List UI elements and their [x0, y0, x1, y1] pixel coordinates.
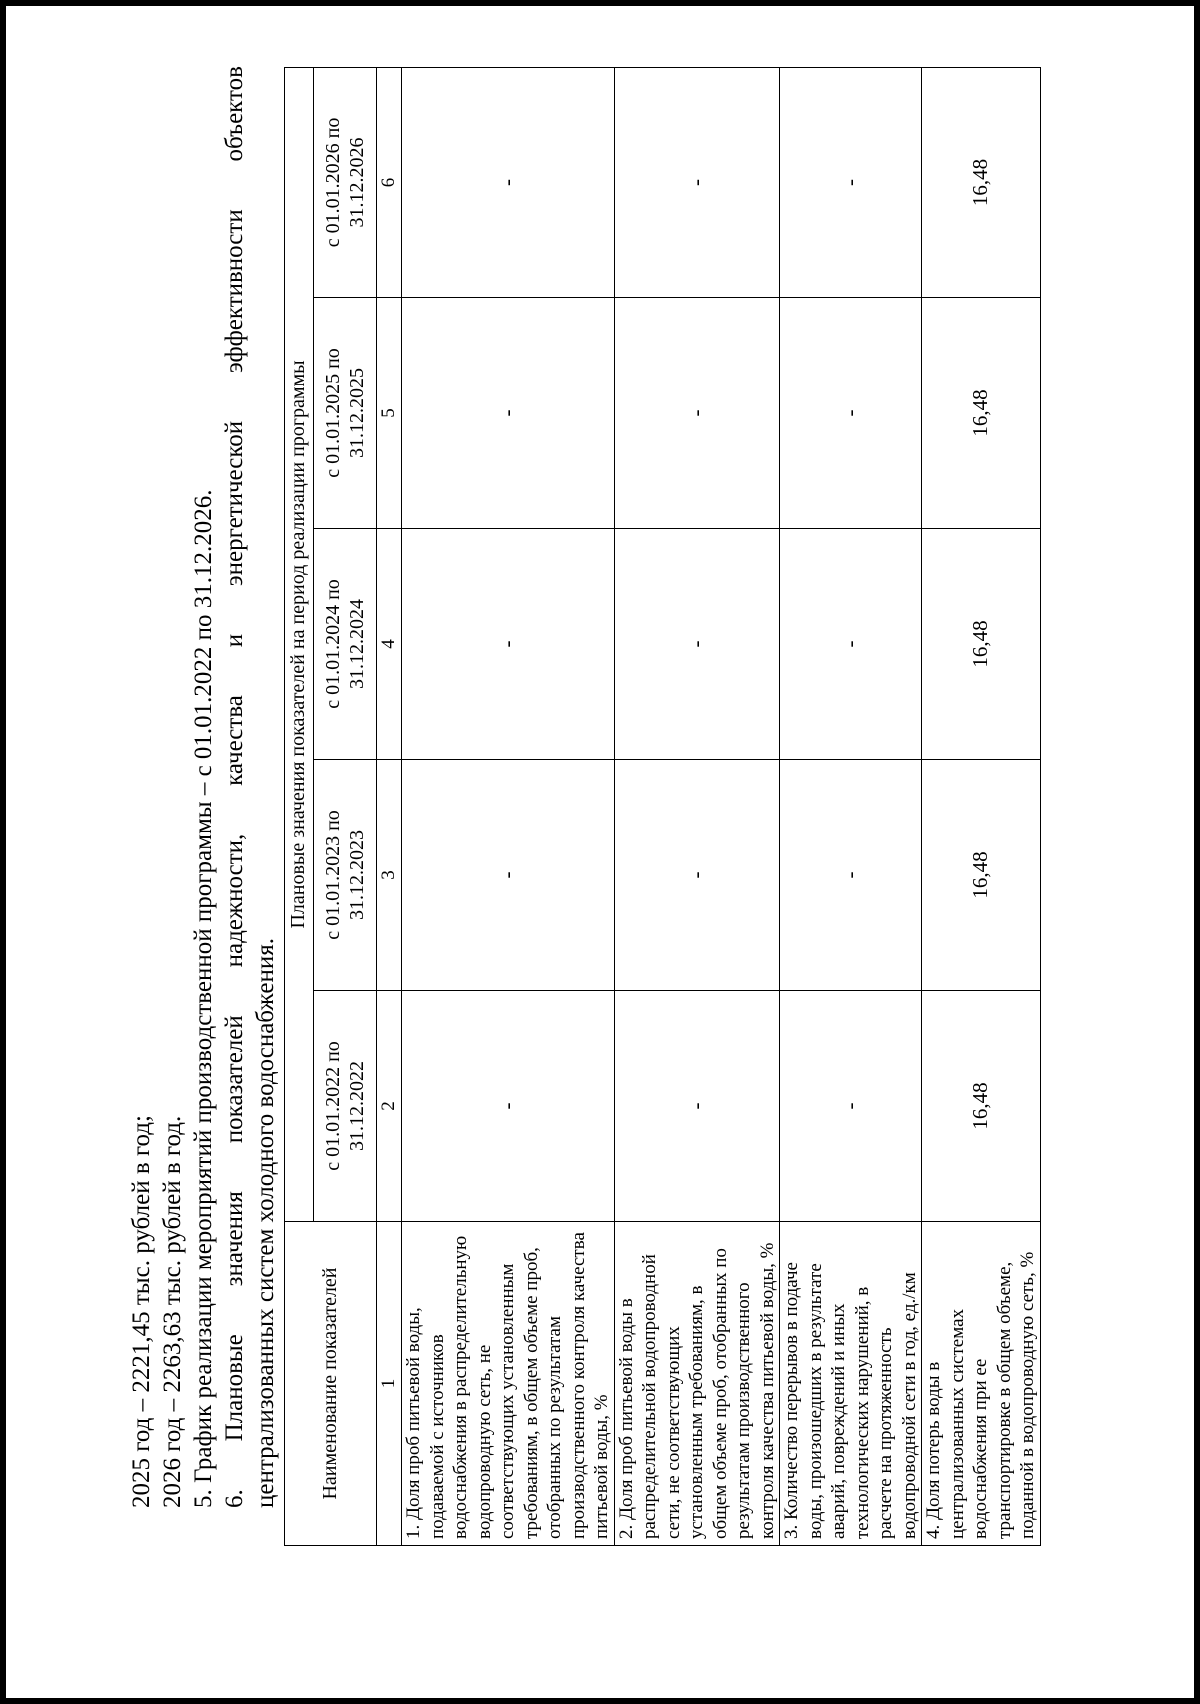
heading-word: значения: [221, 1191, 248, 1287]
heading-word: качества: [221, 695, 248, 786]
column-number-row: [377, 67, 402, 1545]
heading-word: эффективности: [221, 209, 248, 374]
text-line-2025: 2025 год – 2221,45 тыс. рублей в год;: [128, 1115, 155, 1508]
header-indicator-name: Наименование показателей: [285, 1222, 377, 1546]
text-line-2026: 2026 год – 2263,63 тыс. рублей в год.: [159, 1115, 186, 1508]
indicator-value: -: [402, 298, 615, 529]
rotated-content: [126, 66, 1166, 1546]
indicator-value: -: [780, 760, 922, 991]
text-line-indicators-heading: [219, 66, 250, 1508]
indicator-value: 16,48: [922, 67, 1041, 297]
heading-word: показателей: [221, 1015, 248, 1144]
heading-word: надежности,: [221, 833, 248, 968]
table-row: [780, 67, 922, 1545]
header-period-2026: с 01.01.2026 по 31.12.2026: [314, 67, 377, 297]
text-block: [126, 66, 281, 1508]
heading-word: 6.: [221, 1489, 248, 1508]
indicator-value: 16,48: [922, 760, 1041, 991]
indicator-value: 16,48: [922, 529, 1041, 760]
header-period-2023: с 01.01.2023 по 31.12.2023: [314, 760, 377, 991]
indicator-value: -: [402, 991, 615, 1222]
heading-word: объектов: [221, 66, 248, 162]
indicators-table: [284, 67, 1041, 1546]
table-row: [922, 67, 1041, 1545]
heading-word: и: [221, 633, 248, 648]
indicator-value: -: [402, 529, 615, 760]
column-number: 6: [377, 67, 402, 297]
indicator-name: 4. Доля потерь воды в централизованных системах водоснабжения при ее транспортировке в общем объеме, поданной в водопроводную сеть, %: [922, 1222, 1041, 1546]
indicator-value: -: [614, 529, 780, 760]
text-line-schedule: 5. График реализации мероприятий производственной программы – с 01.01.2022 по 31.12.2026.: [190, 489, 217, 1508]
text-line-indicators-heading-cont: централизованных систем холодного водоснабжения.: [252, 938, 279, 1508]
table-row: [402, 67, 615, 1545]
header-period-2024: с 01.01.2024 по 31.12.2024: [314, 529, 377, 760]
indicator-value: -: [614, 991, 780, 1222]
column-number: 3: [377, 760, 402, 991]
indicator-value: -: [780, 298, 922, 529]
header-period-2022: с 01.01.2022 по 31.12.2022: [314, 991, 377, 1222]
document-page: [6, 6, 1194, 1698]
indicator-value: 16,48: [922, 991, 1041, 1222]
indicator-value: -: [780, 991, 922, 1222]
column-number: 4: [377, 529, 402, 760]
indicator-value: -: [402, 760, 615, 991]
heading-word: Плановые: [221, 1334, 248, 1442]
header-planned-values: Плановые значения показателей на период реализации программы: [285, 67, 314, 1221]
header-period-2025: с 01.01.2025 по 31.12.2025: [314, 298, 377, 529]
indicator-name: 1. Доля проб питьевой воды, подаваемой с источников водоснабжения в распределительную водопроводную сеть, не соответствующих установленным требованиям, в общем объеме проб, отобранных по результатам производственного контроля качества питьевой воды, %: [402, 1222, 615, 1546]
table-row: [614, 67, 780, 1545]
indicator-value: -: [780, 67, 922, 297]
column-number: 5: [377, 298, 402, 529]
column-number: 1: [377, 1222, 402, 1546]
indicator-value: -: [614, 760, 780, 991]
indicator-name: 2. Доля проб питьевой воды в распределительной водопроводной сети, не соответствующих установленным требованиям, в общем объеме проб, отобранных по результатам производственного контроля качества питьевой воды, %: [614, 1222, 780, 1546]
indicator-value: -: [614, 298, 780, 529]
indicator-name: 3. Количество перерывов в подаче воды, произошедших в результате аварий, повреждений и иных технологических нарушений, в расчете на протяженность водопроводной сети в год, ед./км: [780, 1222, 922, 1546]
column-number: 2: [377, 991, 402, 1222]
indicator-value: -: [780, 529, 922, 760]
indicator-value: 16,48: [922, 298, 1041, 529]
indicator-value: -: [614, 67, 780, 297]
heading-word: энергетической: [221, 420, 248, 587]
indicator-value: -: [402, 67, 615, 297]
